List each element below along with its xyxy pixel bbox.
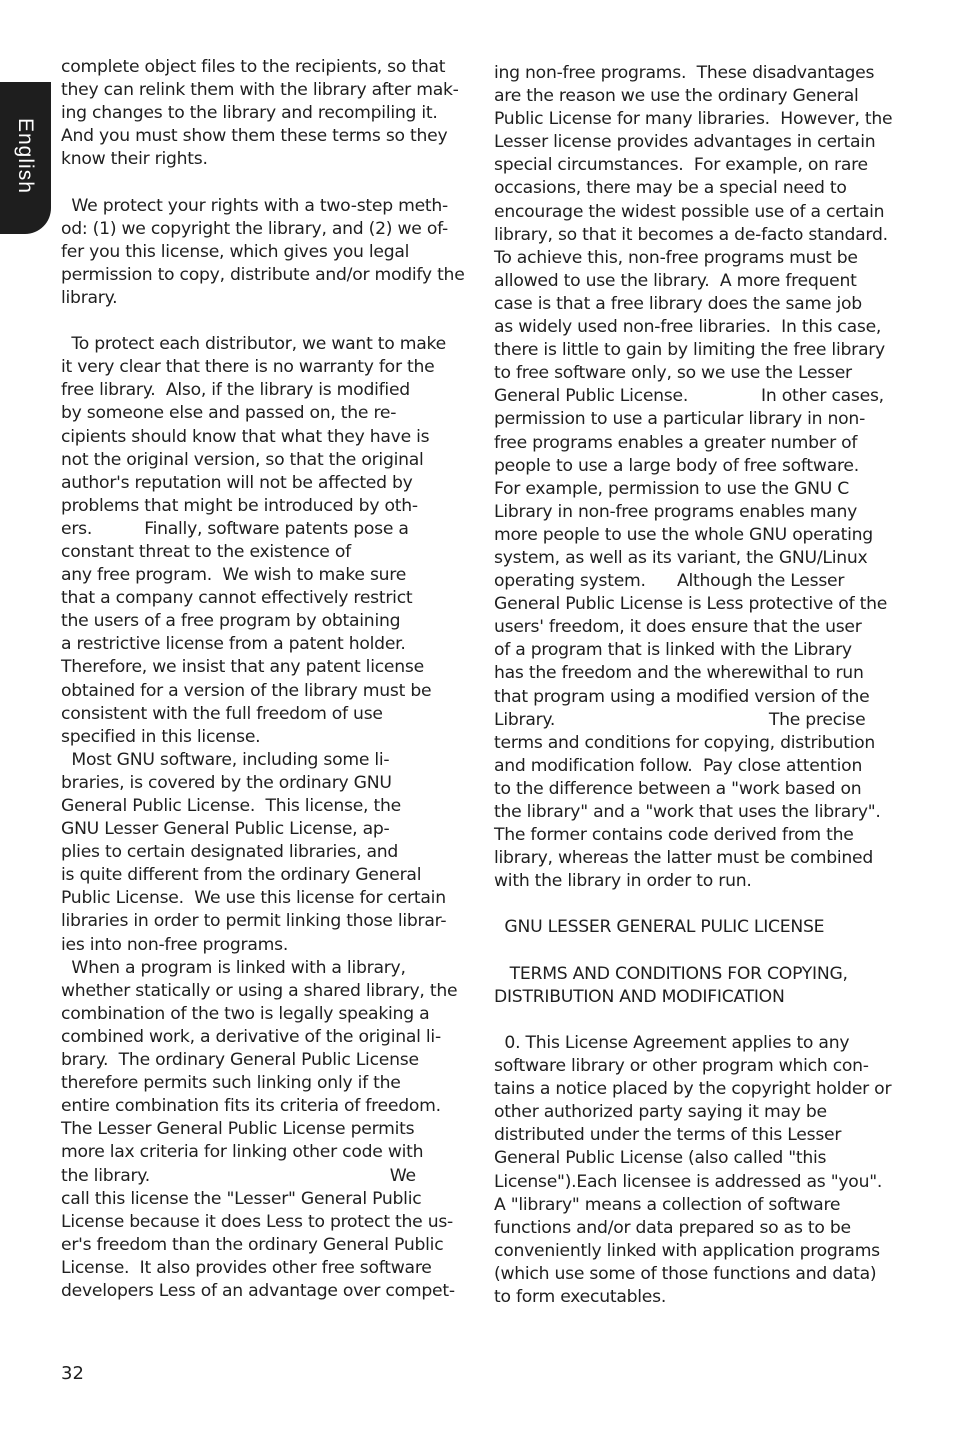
text-line: by someone else and passed on, the re-	[61, 403, 397, 424]
text-line: To achieve this, non-free programs must be	[494, 247, 858, 268]
text-line: combination of the two is legally speaking a	[61, 1003, 430, 1024]
text-line: General Public License (also called "this	[494, 1148, 827, 1169]
text-line: whether statically or using a shared library, the	[61, 980, 458, 1001]
text-line: Most GNU software, including some li-	[61, 749, 390, 770]
text-line: the library" and a "work that uses the library".	[494, 802, 881, 822]
text-line: Lesser license provides advantages in certain	[494, 132, 876, 153]
blank-line	[494, 893, 898, 916]
text-line: specified in this license.	[61, 726, 261, 747]
text-line: GNU LESSER GENERAL PULIC LICENSE	[494, 917, 825, 938]
text-line: The former contains code derived from the	[494, 825, 854, 846]
text-line: entire combination fits its criteria of freedom.	[61, 1096, 441, 1117]
text-line: Library. The precise	[494, 709, 866, 730]
text-line: and modification follow. Pay close attention	[494, 755, 863, 776]
text-line: are the reason we use the ordinary General	[494, 86, 859, 107]
text-line: not the original version, so that the original	[61, 449, 424, 470]
text-line: License").Each licensee is addressed as "you".	[494, 1171, 883, 1192]
text-line: combined work, a derivative of the original li-	[61, 1026, 441, 1047]
blank-line	[61, 171, 465, 194]
text-line: ing changes to the library and recompiling it.	[61, 103, 438, 124]
text-line: case is that a free library does the same job	[494, 293, 862, 314]
text-line: system, as well as its variant, the GNU/Linux	[494, 547, 868, 568]
text-line: they can relink them with the library after mak-	[61, 80, 459, 101]
text-line: special circumstances. For example, on rare	[494, 155, 868, 176]
text-line: Library in non-free programs enables many	[494, 501, 858, 522]
text-line: od: (1) we copyright the library, and (2) we of-	[61, 218, 448, 239]
text-line: Public License for many libraries. However, the	[494, 109, 893, 130]
text-line: obtained for a version of the library must be	[61, 680, 432, 701]
text-line: Public License. We use this license for certain	[61, 888, 446, 909]
text-line: fer you this license, which gives you legal	[61, 241, 410, 262]
text-line: permission to use a particular library in non-	[494, 409, 866, 430]
text-line: to free software only, so we use the Lesser	[494, 363, 852, 384]
text-line: library, so that it becomes a de-facto standard.	[494, 224, 888, 245]
blank-line	[61, 310, 465, 333]
text-line: author's reputation will not be affected by	[61, 472, 413, 493]
text-line: has the freedom and the wherewithal to run	[494, 663, 864, 684]
text-line: allowed to use the library. A more frequent	[494, 270, 857, 291]
text-line: of a program that is linked with the Library	[494, 640, 852, 661]
text-line: occasions, there may be a special need to	[494, 178, 847, 199]
text-line: that program using a modified version of the	[494, 686, 870, 707]
text-line: braries, is covered by the ordinary GNU	[61, 772, 392, 793]
text-line: ers. Finally, software patents pose a	[61, 518, 409, 539]
text-line: 0. This License Agreement applies to any	[494, 1032, 850, 1053]
text-line: tains a notice placed by the copyright holder or	[494, 1079, 892, 1100]
text-line: is quite different from the ordinary General	[61, 865, 422, 886]
page-number: 32	[61, 1363, 84, 1384]
text-line: other authorized party saying it may be	[494, 1102, 827, 1123]
text-line: operating system. Although the Lesser	[494, 571, 845, 592]
text-line: consistent with the full freedom of use	[61, 703, 383, 724]
text-line: License. It also provides other free software	[61, 1257, 432, 1278]
text-line: cipients should know that what they have is	[61, 426, 430, 447]
text-line: er's freedom than the ordinary General Public	[61, 1234, 444, 1255]
text-line: ies into non-free programs.	[61, 934, 289, 955]
text-line: constant threat to the existence of	[61, 541, 351, 562]
text-line: functions and/or data prepared so as to be	[494, 1217, 851, 1238]
text-line: A "library" means a collection of software	[494, 1194, 841, 1215]
text-line: to form executables.	[494, 1286, 667, 1307]
text-line: more people to use the whole GNU operating	[494, 524, 873, 545]
text-line: users' freedom, it does ensure that the user	[494, 617, 862, 638]
text-line: developers Less of an advantage over compet-	[61, 1280, 455, 1301]
text-line: terms and conditions for copying, distribution	[494, 732, 876, 753]
blank-line	[494, 1009, 898, 1032]
text-line: it very clear that there is no warranty for the	[61, 357, 435, 378]
text-line: For example, permission to use the GNU C	[494, 478, 850, 499]
text-line: to the difference between a "work based on	[494, 778, 862, 799]
text-line: License because it does Less to protect the us-	[61, 1211, 453, 1232]
text-line: software library or other program which con-	[494, 1056, 869, 1077]
text-line: When a program is linked with a library,	[61, 957, 406, 978]
text-line: plies to certain designated libraries, and	[61, 842, 399, 863]
text-line: call this license the "Lesser" General Public	[61, 1188, 422, 1209]
text-line: To protect each distributor, we want to make	[61, 334, 446, 355]
text-line: encourage the widest possible use of a certain	[494, 201, 885, 222]
text-line: We protect your rights with a two-step meth-	[61, 195, 448, 216]
text-line: library.	[61, 287, 118, 308]
text-line: people to use a large body of free software.	[494, 455, 859, 476]
left-text-column	[61, 56, 465, 1303]
text-line: ing non-free programs. These disadvantages	[494, 63, 875, 83]
text-line: the users of a free program by obtaining	[61, 611, 401, 632]
text-line: TERMS AND CONDITIONS FOR COPYING,	[494, 963, 848, 984]
text-line: as widely used non-free libraries. In this case,	[494, 317, 882, 338]
text-line: that a company cannot effectively restrict	[61, 588, 413, 609]
text-line: And you must show them these terms so they	[61, 126, 448, 147]
text-line: General Public License. This license, the	[61, 796, 401, 816]
text-line: a restrictive license from a patent holder.	[61, 634, 406, 655]
text-line: conveniently linked with application programs	[494, 1240, 880, 1261]
language-tab	[0, 82, 51, 234]
text-line: more lax criteria for linking other code with	[61, 1142, 424, 1163]
text-line: permission to copy, distribute and/or modify the	[61, 264, 465, 285]
text-line: General Public License is Less protective of the	[494, 594, 888, 615]
text-line: DISTRIBUTION AND MODIFICATION	[494, 986, 785, 1007]
text-line: therefore permits such linking only if the	[61, 1073, 401, 1094]
text-line: Therefore, we insist that any patent license	[61, 657, 424, 678]
text-line: The Lesser General Public License permits	[61, 1119, 415, 1140]
text-line: (which use some of those functions and data)	[494, 1263, 877, 1284]
blank-line	[494, 940, 898, 963]
right-text-column	[494, 62, 898, 1309]
text-line: with the library in order to run.	[494, 871, 752, 892]
text-line: the library. We	[61, 1165, 416, 1186]
text-line: any free program. We wish to make sure	[61, 565, 407, 586]
language-tab-label: English	[14, 118, 37, 194]
text-line: complete object files to the recipients, so that	[61, 57, 446, 77]
text-line: there is little to gain by limiting the free library	[494, 340, 885, 361]
text-line: GNU Lesser General Public License, ap-	[61, 819, 390, 840]
text-line: brary. The ordinary General Public License	[61, 1050, 419, 1071]
text-line: free library. Also, if the library is modified	[61, 380, 410, 401]
text-line: free programs enables a greater number of	[494, 432, 858, 453]
text-line: problems that might be introduced by oth-	[61, 495, 418, 516]
text-line: libraries in order to permit linking those librar-	[61, 911, 447, 932]
text-line: library, whereas the latter must be combined	[494, 848, 874, 869]
text-line: know their rights.	[61, 149, 208, 170]
text-line: distributed under the terms of this Lesser	[494, 1125, 842, 1146]
text-line: General Public License. In other cases,	[494, 386, 884, 407]
